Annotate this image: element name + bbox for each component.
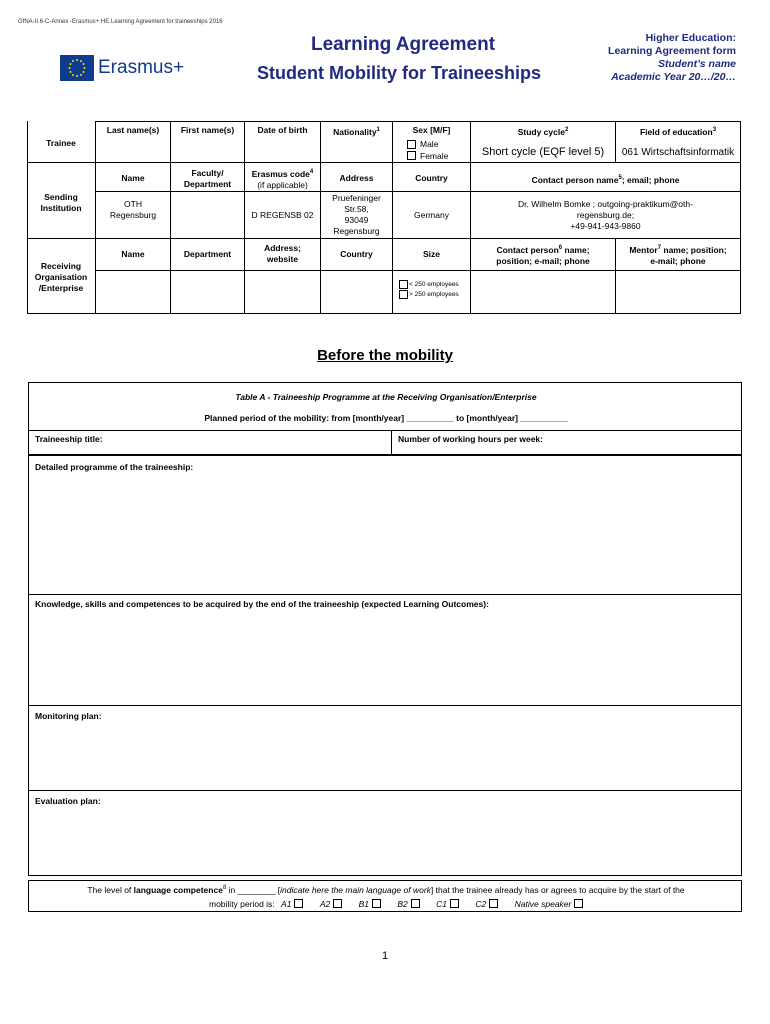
contact-line-3: +49-941-943-9860 [570,221,641,231]
level-b1-checkbox[interactable] [372,899,381,908]
mentor-header [616,243,740,267]
table-a-header [28,382,742,431]
lang-text-b: language competence [133,885,223,895]
first-name-header: First name(s) [180,125,235,135]
male-label: Male [420,139,439,149]
traineeship-title-label: Traineeship title: [35,434,103,444]
sending-contact-rest: ; email; phone [621,174,680,185]
field-edu-label: Field of education [639,126,713,137]
page-title: Learning Agreement [310,34,496,55]
level-native-checkbox[interactable] [574,899,583,908]
nationality-footnote: 1 [376,127,380,133]
level-b1-label: B1 [358,899,370,909]
study-cycle-value[interactable]: Short cycle (EQF level 5) [481,146,605,158]
sending-label-1: Sending [44,192,78,202]
detailed-programme-label: Detailed programme of the traineeship: [35,462,194,472]
language-line-2 [209,898,583,909]
sending-address-value[interactable] [321,193,392,237]
female-checkbox[interactable] [407,151,416,160]
receiving-address-label-1: Address; [264,243,301,253]
receiving-address-label-2: website [266,254,299,264]
erasmus-code-value[interactable]: D REGENSB 02 [251,210,314,220]
knowledge-field[interactable] [28,594,742,706]
sending-contact-value[interactable] [471,199,740,232]
size-small-checkbox[interactable] [399,280,408,289]
lang-footnote: 8 [222,885,227,892]
monitoring-label: Monitoring plan: [35,711,102,721]
receiving-address-header [245,243,320,265]
lang-line-2-text: mobility period is: [209,899,275,909]
sending-name-line-1: OTH [124,199,142,209]
sending-contact-footnote: 5 [618,175,622,181]
mentor-label-b: name; position; [661,244,727,255]
document-reference: GfNA-II.6-C-Annex -Erasmus+ HE Learning Agreement for traineeships 2016 [18,19,223,25]
level-b2-checkbox[interactable] [411,899,420,908]
address-line-3: 93049 [344,215,369,225]
level-c1-checkbox[interactable] [450,899,459,908]
sending-contact-header [471,173,740,186]
page-number: 1 [381,950,389,962]
size-large-checkbox[interactable] [399,290,408,299]
planned-period[interactable]: Planned period of the mobility: from [month/year] __________ to [month/year] __________ [204,413,568,423]
receiving-contact-label: Contact person [496,244,559,255]
faculty-label-2: Department [183,179,232,189]
level-c2-label: C2 [475,899,487,909]
working-hours-label: Number of working hours per week: [398,434,543,444]
address-line-1: Pruefeninger [332,193,381,203]
erasmus-code-header [245,167,320,191]
monitoring-field[interactable] [28,705,742,791]
study-cycle-footnote: 2 [564,127,569,133]
sending-row-label [28,192,94,214]
contact-line-1: Dr. Wilhelm Bomke ; outgoing-praktikum@oth- [518,199,693,209]
level-c2-checkbox[interactable] [489,899,498,908]
lang-text-e: ] that the trainee already has or agrees to acquire by the start of the [430,885,685,895]
study-cycle-label: Study cycle [517,126,565,137]
level-native-label: Native speaker [514,899,572,909]
erasmus-code-footnote: 4 [309,169,314,175]
size-small-label: < 250 employees [409,281,459,288]
receiving-label-3: /Enterprise [38,283,84,293]
mentor-label-2: e-mail; phone [650,255,706,266]
he-line-1: Higher Education: [645,32,736,44]
language-competence-box [28,880,742,912]
language-line-1 [29,885,743,895]
section-title: Before the mobility [317,347,453,364]
working-hours-field[interactable] [391,430,742,455]
evaluation-field[interactable] [28,790,742,876]
department-header: Department [183,249,232,259]
lang-text-d: indicate here the main language of work [280,885,431,895]
eu-flag-icon [60,55,94,81]
field-edu-footnote: 3 [712,127,717,133]
receiving-contact-label-b: name; [562,244,590,255]
dob-header: Date of birth [257,125,308,135]
female-label: Female [420,151,449,161]
erasmus-code-note: (if applicable) [257,179,308,190]
lang-text-a: The level of [87,885,134,895]
faculty-header [171,168,244,190]
field-edu-header [616,125,740,138]
receiving-contact-footnote: 6 [558,245,563,251]
level-a2-checkbox[interactable] [333,899,342,908]
knowledge-label: Knowledge, skills and competences to be acquired by the end of the traineeship (expected Learning Outcomes): [35,599,489,609]
address-line-4: Regensburg [333,226,380,236]
traineeship-title-field[interactable] [28,430,392,455]
level-a1-label: A1 [281,899,292,909]
he-line-3: Student’s name [658,58,736,70]
sending-name-line-2: Regensburg [109,210,157,220]
table-a-title: Table A - Traineeship Programme at the Receiving Organisation/Enterprise [235,392,537,402]
sending-country-value[interactable]: Germany [414,210,449,220]
receiving-country-header: Country [340,249,373,259]
receiving-contact-header [471,243,615,267]
sending-label-2: Institution [40,203,82,213]
receiving-name-header: Name [121,249,145,259]
erasmus-code-label: Erasmus code [251,168,310,179]
receiving-label-1: Receiving [40,261,82,271]
he-line-2: Learning Agreement form [608,45,736,57]
level-b2-label: B2 [397,899,408,909]
receiving-label-2: Organisation [34,272,88,282]
evaluation-label: Evaluation plan: [35,796,101,806]
page-subtitle: Student Mobility for Traineeships [256,63,542,83]
sending-address-header: Address [339,173,374,183]
receiving-row-label [28,261,94,294]
sending-country-header: Country [415,173,448,183]
mentor-label: Mentor [629,244,658,255]
faculty-label-1: Faculty/ [191,168,224,178]
mentor-footnote: 7 [657,245,662,251]
size-header: Size [422,249,440,259]
sending-name-value[interactable] [96,199,170,221]
sending-contact-label: Contact person name [531,174,619,185]
address-line-2: Str.58, [344,204,369,214]
form-info [572,32,736,84]
level-a1-checkbox[interactable] [294,899,303,908]
nationality-header [321,125,392,138]
level-a2-label: A2 [319,899,331,909]
sending-name-header: Name [121,173,145,183]
sex-header: Sex [M/F] [412,125,451,135]
contact-line-2: regensburg.de; [576,210,635,220]
he-line-4: Academic Year 20…/20… [611,71,736,83]
detailed-programme-field[interactable] [28,455,742,595]
receiving-contact-label-2: position; e-mail; phone [496,255,590,266]
trainee-row-label: Trainee [46,138,76,148]
logo-text: Erasmus+ [98,57,185,78]
nationality-label: Nationality [333,126,377,137]
male-checkbox[interactable] [407,140,416,149]
lang-text-c: in ________ [ [226,885,281,895]
last-name-header: Last name(s) [106,125,160,135]
erasmus-logo [60,55,190,81]
level-c1-label: C1 [436,899,448,909]
size-large-label: > 250 employees [409,291,459,298]
study-cycle-header [471,125,615,138]
field-edu-value[interactable]: 061 Wirtschaftsinformatik [621,147,735,158]
